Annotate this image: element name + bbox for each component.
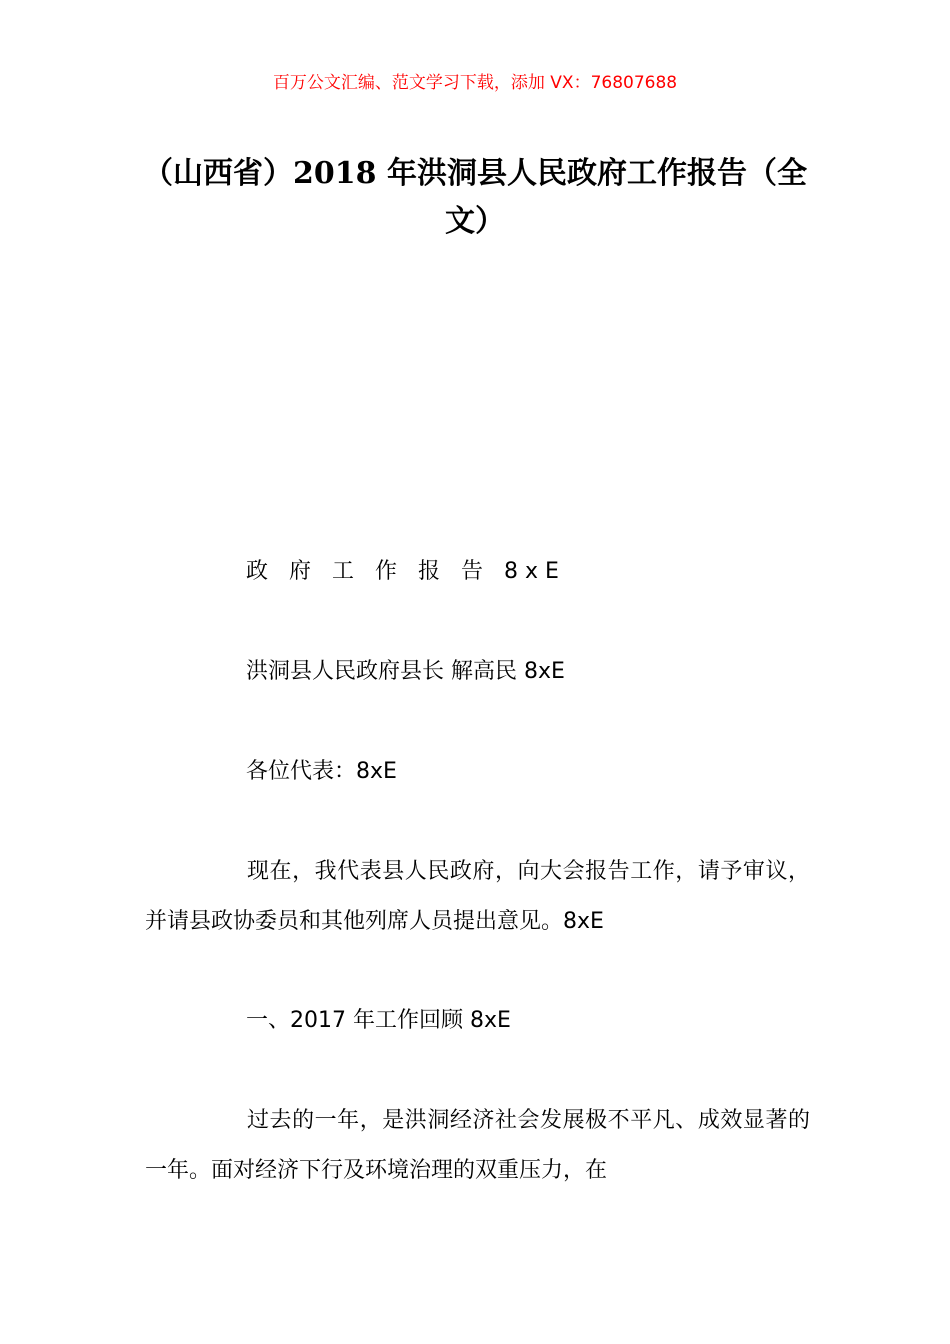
salutation: 各位代表：8xE <box>246 759 397 784</box>
intro-paragraph: 现在，我代表县人民政府，向大会报告工作，请予审议，并请县政协委员和其他列席人员提出意见。8xE <box>145 859 810 934</box>
author-line: 洪洞县人民政府县长 解高民 8xE <box>246 659 565 684</box>
report-heading: 政 府 工 作 报 告 8xE <box>246 559 566 584</box>
document-title: （山西省）2018 年洪洞县人民政府工作报告（全文） <box>143 156 807 239</box>
body-paragraph: 过去的一年，是洪洞经济社会发展极不平凡、成效显著的一年。面对经济下行及环境治理的双重压力，在 <box>145 1108 810 1183</box>
download-notice: 百万公文汇编、范文学习下载，添加 VX：76807688 <box>272 73 678 93</box>
section-heading: 一、2017 年工作回顾 8xE <box>246 1008 511 1033</box>
